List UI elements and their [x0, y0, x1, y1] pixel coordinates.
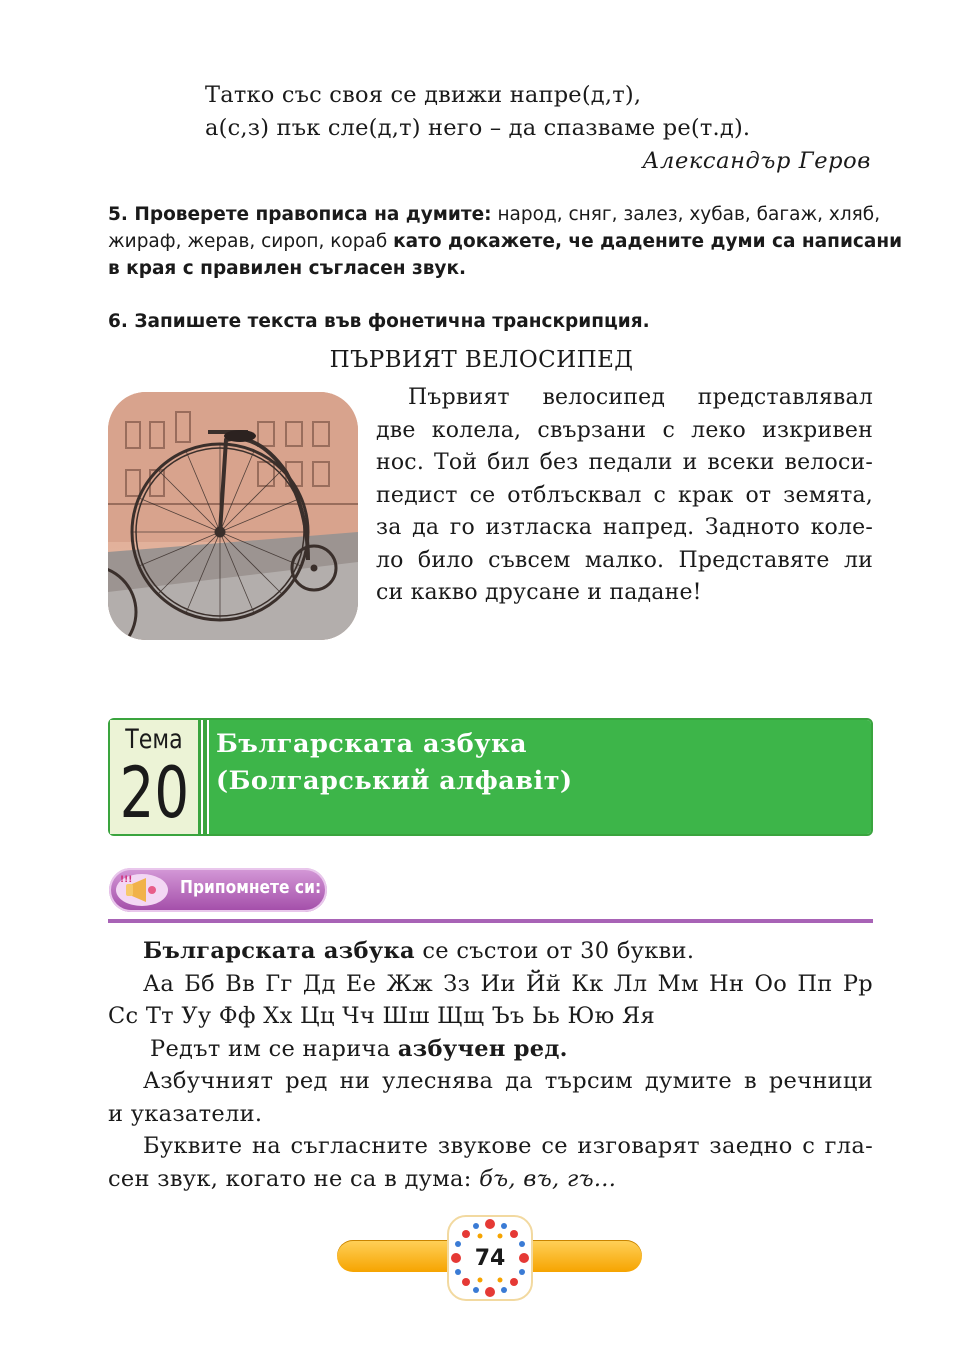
story-line: педист се отблъсквал с крак от земята,	[376, 482, 873, 508]
topic-title-bg: Българската азбука	[216, 729, 528, 759]
exercise-5-tail-a: като докажете, че дадените думи са написани	[393, 231, 903, 252]
topic-title	[216, 726, 573, 800]
topic-title-uk: (Болгарський алфавіт)	[216, 766, 573, 796]
section-divider	[108, 919, 873, 923]
body-p2-rest: Редът им се нарича	[150, 1035, 398, 1062]
body-p3-line-1: Азбучният ред ни улеснява да търсим думите в речници	[143, 1068, 873, 1094]
story-line: Първият велосипед представлявал	[408, 385, 873, 410]
topic-number: 20	[119, 752, 190, 834]
story-line: си какво друсане и падане!	[376, 580, 702, 605]
story-line: нос. Той бил без педали и всеки велоси-	[376, 450, 873, 475]
exercise-6-title: 6. Запишете текста във фонетична транскрипция.	[108, 311, 650, 332]
story-line: за да го изтласка напред. Задното коле-	[376, 515, 873, 540]
poem-author: Александър Геров	[642, 148, 871, 174]
body-p2-bold: азбучен ред.	[397, 1035, 568, 1062]
exercise-5-tail-b: в края с правилен съгласен звук.	[108, 258, 467, 279]
body-text	[108, 935, 873, 1195]
topic-divider	[198, 720, 201, 834]
story-title: ПЪРВИЯТ ВЕЛОСИПЕД	[329, 347, 634, 373]
remember-label: Припомнете си:	[180, 877, 322, 898]
exercise-6	[108, 308, 878, 335]
story-line: две колела, свързани с леко изкривен	[376, 417, 873, 443]
page-number: 74	[474, 1246, 506, 1271]
exercise-5-lead: 5. Проверете правописа на думите:	[108, 204, 492, 225]
exercise-5	[108, 201, 903, 282]
body-p1-rest: се състои от 30 букви.	[414, 938, 695, 964]
svg-text:!!!: !!!	[120, 875, 133, 885]
poem-line-2: а(с,з) пък сле(д,т) него – да спазваме ре(т.д).	[205, 115, 751, 141]
exercise-5-words-b: жираф, жерав, сироп, кораб	[108, 231, 394, 252]
body-paragraph-2	[108, 1033, 873, 1066]
story-line: ло било съвсем малко. Представяте ли	[376, 547, 873, 573]
body-p4-line-1: Буквите на съгласните звукове се изговарят заедно с гла-	[143, 1133, 873, 1159]
topic-label: Тема	[125, 724, 183, 755]
alphabet-line-2: Сс Тт Уу Фф Хх Цц Чч Шш Щщ Ъъ Ьь Юю Яя	[108, 1003, 655, 1029]
body-p3-line-2: и указатели.	[108, 1100, 263, 1127]
body-p4-rest: сен звук, когато не са в дума:	[108, 1165, 480, 1192]
topic-divider	[203, 720, 207, 834]
poem-line-1: Татко със своя се движи напре(д,т),	[205, 82, 642, 108]
body-p1-bold: Българската азбука	[143, 938, 415, 964]
body-paragraph-1	[108, 935, 873, 968]
story-text	[376, 382, 873, 610]
bicycle-illustration	[108, 392, 358, 640]
exercise-5-words-a: народ, сняг, залез, хубав, багаж, хляб,	[491, 204, 881, 225]
alphabet-line-1: Аа Бб Вв Гг Дд Ее Жж Зз Ии Йй Кк Лл Мм Нн Оо Пп Рр	[143, 970, 873, 997]
body-p4-italic: бъ, въ, гъ...	[479, 1165, 617, 1192]
megaphone-icon	[112, 872, 170, 908]
body-p4-line-2	[108, 1163, 873, 1196]
